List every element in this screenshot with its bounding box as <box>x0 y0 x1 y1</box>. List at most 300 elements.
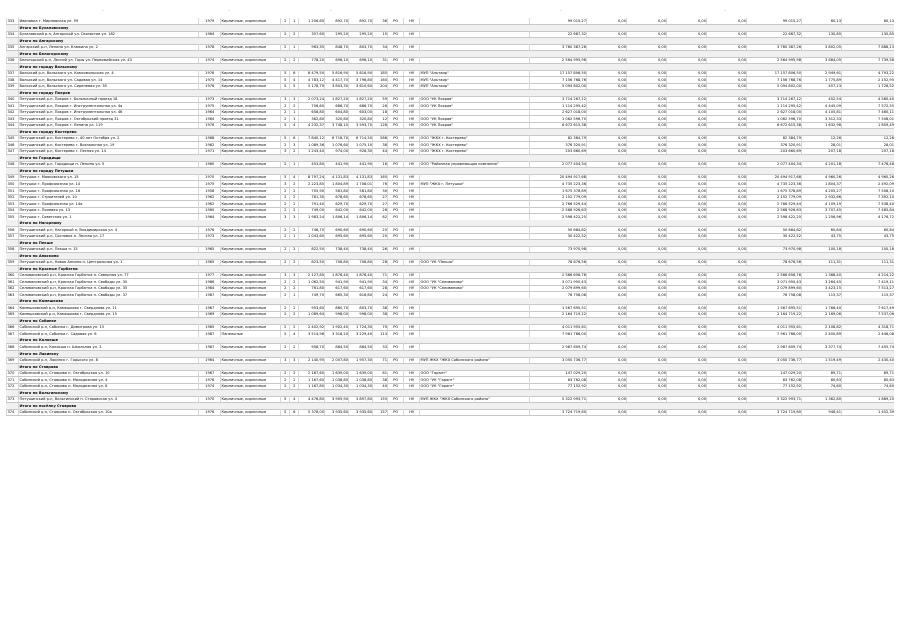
cell-s5: 0,00 <box>706 396 746 402</box>
cell-k2: НУ <box>403 233 419 239</box>
cell-k2: НУ <box>403 122 419 128</box>
cell-org: ООО "ЖКХ г. Костерево" <box>419 135 529 141</box>
cell-en: 4 <box>289 331 298 337</box>
cell-num: 366 <box>6 324 18 330</box>
cell-wall: Кирпичные, кирпичные <box>220 70 280 76</box>
cell-a1: 781,30 <box>298 194 324 200</box>
cell-s4: 0,00 <box>666 77 706 83</box>
cell-fl: 2 <box>280 116 289 122</box>
cell-s3: 0,00 <box>626 181 666 187</box>
cell-year: 1967 <box>198 305 220 311</box>
cell-fl: 5 <box>280 122 289 128</box>
cell-year: 1964 <box>198 116 220 122</box>
cell-s6: 1 114 295,42 <box>746 103 801 109</box>
cell-wall: Кирпичные, кирпичные <box>220 311 280 317</box>
cell-wall: Кирпичные, кирпичные <box>220 18 280 24</box>
cell-s5: 0,00 <box>706 383 746 389</box>
cell-s5: 0,00 <box>706 109 746 115</box>
cell-s8: 4 793,22 <box>841 70 894 76</box>
cell-addr: Итого по городу Костерево <box>18 129 448 135</box>
cell-k2: НУ <box>403 83 419 89</box>
cell-s2: 0,00 <box>586 181 626 187</box>
cell-s8: 7 538,40 <box>841 201 894 207</box>
cell-s8: 7 485,84 <box>841 207 894 213</box>
cell-s4: 0,00 <box>666 44 706 50</box>
cell-s6: 83 762,08 <box>746 377 801 383</box>
cell-org: ООО "УК "Селиваново" <box>419 279 529 285</box>
cell-k2: НУ <box>403 285 419 291</box>
cell-s2: 0,00 <box>586 174 626 180</box>
cell-s8: 74,60 <box>841 383 894 389</box>
cell-s2: 0,00 <box>586 344 626 350</box>
cell-a1: 791,40 <box>298 201 324 207</box>
cell-fl: 2 <box>280 285 289 291</box>
cell-k2: НУ <box>403 409 419 415</box>
cell-wall: Кирпичные, кирпичные <box>220 77 280 83</box>
cell-en: 3 <box>289 214 298 220</box>
cell-addr: Вольский р-н, Вольского ул. Сиреневая ул. 35 <box>18 83 198 89</box>
cell-res: 34 <box>372 44 387 50</box>
cell-addr: Петушки г. Профсоюзная ул. 10 <box>18 181 198 187</box>
cell-s6: 7 156 768,76 <box>746 77 801 83</box>
cell-k1: РО <box>387 311 403 317</box>
cell-s3: 0,00 <box>626 305 666 311</box>
cell-s7: 4 201,18 <box>801 161 841 167</box>
cell-a3: 1 724,30 <box>348 324 372 330</box>
cell-num: 350 <box>6 181 18 187</box>
cell-a3: 1 806,14 <box>348 214 372 220</box>
cell-a3: 642,00 <box>348 207 372 213</box>
cell-a2: 1 902,40 <box>324 324 348 330</box>
cell-s5: 0,00 <box>706 227 746 233</box>
cell-s8: 4 176,72 <box>841 214 894 220</box>
cell-org: МУП "Альтаир" <box>419 70 529 76</box>
cell-org <box>419 409 529 415</box>
cell-a2: 974,00 <box>324 148 348 154</box>
cell-res: 33 <box>372 344 387 350</box>
cell-s4: 0,00 <box>666 188 706 194</box>
cell-addr: Петушинский р-н, Городищи п. Ленина ул. 5 <box>18 161 198 167</box>
cell-s7: 2 932,66 <box>801 194 841 200</box>
cell-org: ООО "УК Покров" <box>419 96 529 102</box>
cell-addr: Собинский р-н, Лакинск г. Горького ул. 8 <box>18 357 198 363</box>
cell-wall: Кирпичные, кирпичные <box>220 194 280 200</box>
cell-fl: 2 <box>280 233 289 239</box>
cell-wall: Кирпичные, кирпичные <box>220 279 280 285</box>
cell-s2: 0,00 <box>586 377 626 383</box>
cell-a2: 706,80 <box>324 259 348 265</box>
cell-org: МУП "Альтаир" <box>419 77 529 83</box>
cell-res: 70 <box>372 324 387 330</box>
cell-org: ООО "УК "Гарант" <box>419 377 529 383</box>
cell-s3: 0,00 <box>626 246 666 252</box>
cell-s8: 1 452,39 <box>841 409 894 415</box>
cell-s7: 111,31 <box>801 259 841 265</box>
cell-a3: 686,70 <box>348 103 372 109</box>
cell-a2: 738,40 <box>324 246 348 252</box>
cell-en: 1 <box>289 44 298 50</box>
cell-addr: Петушинский р-н, Покров г. Больничный проезд 18 <box>18 96 198 102</box>
cell-a1: 4 783,12 <box>298 77 324 83</box>
cell-wall: Кирпичные, кирпичные <box>220 83 280 89</box>
cell-s8: 7 419,11 <box>841 279 894 285</box>
cell-s7: 1 632,98 <box>801 122 841 128</box>
cell-s7: 3 312,33 <box>801 116 841 122</box>
cell-a1: 2 402,92 <box>298 324 324 330</box>
cell-a2: 604,80 <box>324 109 348 115</box>
cell-s4: 0,00 <box>666 246 706 252</box>
cell-org: ООО "Гарант" <box>419 370 529 376</box>
cell-s2: 0,00 <box>586 194 626 200</box>
cell-s1: 3 724 719,60 <box>529 409 586 415</box>
cell-s5: 0,00 <box>706 201 746 207</box>
cell-s3: 0,00 <box>626 227 666 233</box>
cell-s4: 0,00 <box>666 181 706 187</box>
cell-s7: 4 445,09 <box>801 103 841 109</box>
cell-addr: Итого по Ангарскому <box>18 38 448 44</box>
cell-res: 27 <box>372 194 387 200</box>
cell-addr: Итого по Пекше <box>18 240 448 246</box>
cell-num: 374 <box>6 409 18 415</box>
cell-k1: РО <box>387 142 403 148</box>
cell-k2: НУ <box>403 227 419 233</box>
cell-en: 2 <box>289 344 298 350</box>
cell-a3: 1 876,40 <box>348 272 372 278</box>
cell-s6: 82 384,79 <box>746 135 801 141</box>
cell-s8: 7 572,55 <box>841 103 894 109</box>
cell-s7: 89,71 <box>801 370 841 376</box>
cell-k2: НУ <box>403 396 419 402</box>
cell-year: 1976 <box>198 83 220 89</box>
cell-a2: 892,70 <box>324 18 348 24</box>
cell-k2: НУ <box>403 148 419 154</box>
cell-res: 26 <box>372 103 387 109</box>
cell-s2: 0,00 <box>586 396 626 402</box>
cell-res: 40 <box>372 383 387 389</box>
cell-addr: Петушки г. Советская ул. 1 <box>18 214 198 220</box>
cell-addr: Собинский р-н, Собинка г. Садовая ул. 6 <box>18 331 198 337</box>
cell-addr: Итого по городу Покров <box>18 90 448 96</box>
cell-res: 165 <box>372 174 387 180</box>
cell-en: 1 <box>289 233 298 239</box>
cell-en: 4 <box>289 174 298 180</box>
cell-s8: 2 152,95 <box>841 77 894 83</box>
cell-s5: 0,00 <box>706 57 746 63</box>
cell-a1: 1 062,50 <box>298 279 324 285</box>
cell-addr: Собинский р-н, Ставрово п. Октябрьская ул. 10а <box>18 409 198 415</box>
cell-wall: Кирпичные, кирпичные <box>220 370 280 376</box>
cell-s4: 0,00 <box>666 142 706 148</box>
cell-k1: РО <box>387 370 403 376</box>
cell-s5: 0,00 <box>706 331 746 337</box>
cell-s8: 4 560,40 <box>841 96 894 102</box>
cell-s5: 0,00 <box>706 116 746 122</box>
cell-k2: НУ <box>403 142 419 148</box>
cell-a1: 823,50 <box>298 259 324 265</box>
cell-en: 2 <box>289 194 298 200</box>
cell-s7: 60,84 <box>801 227 841 233</box>
cell-wall: Кирпичные, кирпичные <box>220 259 280 265</box>
cell-s1: 2 627 018,00 <box>529 109 586 115</box>
cell-addr: Петушки г. Строителей ул. 10 <box>18 194 198 200</box>
cell-s5: 0,00 <box>706 279 746 285</box>
cell-s2: 0,00 <box>586 246 626 252</box>
cell-addr: Собинский р-н, Ставрово п. Молодежная ул. 6 <box>18 383 198 389</box>
cell-fl: 5 <box>280 331 289 337</box>
cell-s4: 0,00 <box>666 357 706 363</box>
cell-s5: 0,00 <box>706 207 746 213</box>
cell-a3: 617,60 <box>348 285 372 291</box>
cell-en: 1 <box>289 18 298 24</box>
cell-en: 3 <box>289 357 298 363</box>
cell-s3: 0,00 <box>626 207 666 213</box>
cell-wall: Кирпичные, кирпичные <box>220 44 280 50</box>
cell-s1: 17 157 806,50 <box>529 70 586 76</box>
cell-s5: 0,00 <box>706 370 746 376</box>
cell-en: 5 <box>289 83 298 89</box>
cell-num: 333 <box>6 18 18 24</box>
cell-wall: Кирпичные, кирпичные <box>220 357 280 363</box>
cell-en: 6 <box>289 70 298 76</box>
cell-s3: 0,00 <box>626 357 666 363</box>
cell-k1: РО <box>387 383 403 389</box>
cell-s7: 3 707,45 <box>801 207 841 213</box>
cell-addr: Камешковский р-н, Камешково г. Свердлова ул. 15 <box>18 311 198 317</box>
cell-a3: 4 131,83 <box>348 174 372 180</box>
cell-s4: 0,00 <box>666 116 706 122</box>
cell-s5: 0,00 <box>706 181 746 187</box>
cell-s2: 0,00 <box>586 305 626 311</box>
cell-num: 363 <box>6 292 18 298</box>
cell-s4: 0,00 <box>666 305 706 311</box>
cell-s4: 0,00 <box>666 292 706 298</box>
cell-fl: 2 <box>280 194 289 200</box>
cell-s1: 203 660,69 <box>529 148 586 154</box>
cell-s3: 0,00 <box>626 188 666 194</box>
cell-s2: 0,00 <box>586 109 626 115</box>
cell-s4: 0,00 <box>666 344 706 350</box>
cell-fl: 5 <box>280 396 289 402</box>
cell-s2: 0,00 <box>586 214 626 220</box>
cell-addr: Итого по городу Петушки <box>18 168 448 174</box>
cell-year: 1965 <box>198 246 220 252</box>
cell-s4: 0,00 <box>666 57 706 63</box>
cell-s4: 0,00 <box>666 201 706 207</box>
cell-a1: 2 223,85 <box>298 181 324 187</box>
cell-year: 1965 <box>198 324 220 330</box>
cell-a3: 5 816,90 <box>348 70 372 76</box>
cell-a1: 5 378,00 <box>298 409 324 415</box>
cell-s4: 0,00 <box>666 396 706 402</box>
cell-s7: 115,37 <box>801 292 841 298</box>
cell-a3: 603,00 <box>348 109 372 115</box>
cell-year: 1976 <box>198 227 220 233</box>
cell-s4: 0,00 <box>666 227 706 233</box>
cell-a1: 658,80 <box>298 109 324 115</box>
cell-a2: 2 007,80 <box>324 357 348 363</box>
cell-s5: 0,00 <box>706 96 746 102</box>
cell-num: 343 <box>6 116 18 122</box>
cell-res: 76 <box>372 181 387 187</box>
cell-k2: НУ <box>403 207 419 213</box>
cell-s5: 0,00 <box>706 83 746 89</box>
cell-a2: 4 131,83 <box>324 174 348 180</box>
cell-year: 1984 <box>198 285 220 291</box>
cell-s3: 0,00 <box>626 233 666 239</box>
cell-k1: РО <box>387 181 403 187</box>
cell-s7: 1 804,37 <box>801 181 841 187</box>
cell-addr: Петушинский р-н, Сосновка п. Лесная ул. 17 <box>18 233 198 239</box>
cell-k1: РО <box>387 70 403 76</box>
cell-s3: 0,00 <box>626 103 666 109</box>
cell-s2: 0,00 <box>586 201 626 207</box>
cell-a2: 696,10 <box>324 57 348 63</box>
cell-res: 12 <box>372 116 387 122</box>
cell-wall: Кирпичные, кирпичные <box>220 233 280 239</box>
cell-s1: 99 015,27 <box>529 18 586 24</box>
cell-s4: 0,00 <box>666 161 706 167</box>
cell-a1: 357,60 <box>298 31 324 37</box>
cell-s2: 0,00 <box>586 161 626 167</box>
cell-s8: 7 460,11 <box>841 109 894 115</box>
cell-en: 2 <box>289 246 298 252</box>
cell-s7: 130,85 <box>801 31 841 37</box>
cell-fl: 2 <box>280 44 289 50</box>
cell-s6: 78 676,56 <box>746 259 801 265</box>
cell-s6: 77 152,92 <box>746 383 801 389</box>
cell-org <box>419 233 529 239</box>
cell-a3: 941,90 <box>348 279 372 285</box>
cell-fl: 3 <box>280 181 289 187</box>
cell-year: 1971 <box>198 148 220 154</box>
cell-num: 360 <box>6 272 18 278</box>
cell-s6: 6 672 615,38 <box>746 122 801 128</box>
cell-s3: 0,00 <box>626 201 666 207</box>
cell-a2: 1 038,80 <box>324 377 348 383</box>
cell-k1: РО <box>387 116 403 122</box>
cell-s8: 130,85 <box>841 31 894 37</box>
cell-a2: 1 076,60 <box>324 142 348 148</box>
cell-fl: 2 <box>280 370 289 376</box>
cell-s6: 73 970,98 <box>746 246 801 252</box>
cell-res: 36 <box>372 18 387 24</box>
cell-s5: 0,00 <box>706 344 746 350</box>
cell-k2: НУ <box>403 77 419 83</box>
cell-org: ООО "ЖКХ г. Костерево" <box>419 142 529 148</box>
cell-k1: РО <box>387 201 403 207</box>
cell-addr: Итого по посёлку Ставрово <box>18 403 448 409</box>
cell-fl: 3 <box>280 148 289 154</box>
cell-wall: Кирпичные, кирпичные <box>220 227 280 233</box>
cell-s6: 2 598 422,25 <box>746 214 801 220</box>
cell-s5: 0,00 <box>706 285 746 291</box>
cell-year: 1976 <box>198 122 220 128</box>
cell-s8: 7 476,48 <box>841 161 894 167</box>
cell-num: 357 <box>6 233 18 239</box>
cell-num: 334 <box>6 31 18 37</box>
cell-wall: Кирпичные, кирпичные <box>220 344 280 350</box>
cell-res: 25 <box>372 227 387 233</box>
cell-k2: НУ <box>403 357 419 363</box>
cell-s3: 0,00 <box>626 77 666 83</box>
cell-k2: НУ <box>403 174 419 180</box>
cell-s1: 1 062 596,70 <box>529 116 586 122</box>
cell-s6: 22 687,32 <box>746 31 801 37</box>
cell-addr: Селивановский р-н, Красная Горбатка п. Свободы ул. 37 <box>18 292 198 298</box>
cell-en: 2 <box>289 285 298 291</box>
cell-num: 355 <box>6 214 18 220</box>
cell-addr: Итого по Красные Горбатки <box>18 266 448 272</box>
cell-k2: НУ <box>403 57 419 63</box>
cell-a1: 5 178,79 <box>298 83 324 89</box>
cell-k1: РО <box>387 396 403 402</box>
cell-year: 1977 <box>198 272 220 278</box>
cell-org <box>419 292 529 298</box>
cell-s2: 0,00 <box>586 44 626 50</box>
cell-a2: 6 718,70 <box>324 135 348 141</box>
cell-a2: 629,70 <box>324 201 348 207</box>
cell-s1: 1 114 295,42 <box>529 103 586 109</box>
cell-s7: 74,60 <box>801 383 841 389</box>
cell-fl: 3 <box>280 357 289 363</box>
cell-res: 204 <box>372 83 387 89</box>
cell-wall: Кирпичные, кирпичные <box>220 188 280 194</box>
cell-addr: Селивановский р-н, Красная Горбатка п. Свободы ул. 30 <box>18 279 198 285</box>
cell-s3: 0,00 <box>626 396 666 402</box>
cell-num: 344 <box>6 122 18 128</box>
cell-num: 372 <box>6 383 18 389</box>
cell-s7: 12,26 <box>801 135 841 141</box>
cell-num: 354 <box>6 207 18 213</box>
cell-fl: 2 <box>280 142 289 148</box>
cell-wall: Кирпичные, кирпичные <box>220 292 280 298</box>
cell-s1: 2 079 899,60 <box>529 285 586 291</box>
cell-a2: 4 417,70 <box>324 77 348 83</box>
cell-s5: 0,00 <box>706 246 746 252</box>
cell-year: 1962 <box>198 142 220 148</box>
cell-s8: 115,37 <box>841 292 894 298</box>
cell-num: 337 <box>6 70 18 76</box>
cell-k2: НУ <box>403 135 419 141</box>
cell-s1: 78 676,56 <box>529 259 586 265</box>
cell-s8: 7 617,49 <box>841 305 894 311</box>
cell-s3: 0,00 <box>626 279 666 285</box>
cell-num: 340 <box>6 96 18 102</box>
cell-num: 351 <box>6 188 18 194</box>
cell-s6: 2 077 404,34 <box>746 161 801 167</box>
cell-s3: 0,00 <box>626 383 666 389</box>
cell-wall: Кирпичные, кирпичные <box>220 181 280 187</box>
cell-s1: 147 029,20 <box>529 370 586 376</box>
cell-year: 1974 <box>198 383 220 389</box>
cell-wall: Панельные <box>220 331 280 337</box>
cell-k2: НУ <box>403 181 419 187</box>
cell-year: 1962 <box>198 201 220 207</box>
cell-s4: 0,00 <box>666 135 706 141</box>
cell-s3: 0,00 <box>626 148 666 154</box>
cell-num: 349 <box>6 174 18 180</box>
cell-k2: НУ <box>403 194 419 200</box>
cell-addr: Вольский р-н, Вольского ул. Садовая ул. 14 <box>18 77 198 83</box>
cell-a2: 848,70 <box>324 44 348 50</box>
cell-s8: 4 318,71 <box>841 324 894 330</box>
cell-s5: 0,00 <box>706 311 746 317</box>
cell-fl: 2 <box>280 259 289 265</box>
cell-a3: 706,80 <box>348 259 372 265</box>
cell-s7: 3 423,15 <box>801 285 841 291</box>
cell-fl: 2 <box>280 246 289 252</box>
cell-res: 38 <box>372 305 387 311</box>
